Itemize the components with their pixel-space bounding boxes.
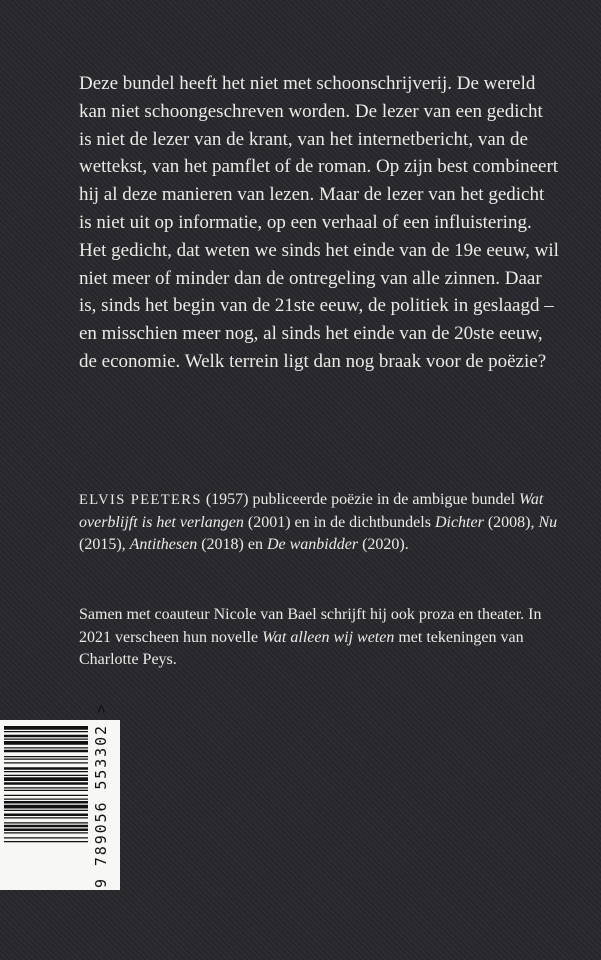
isbn-number <box>92 702 110 888</box>
barcode-bar <box>4 799 88 800</box>
coauthor-text-2: met tekeningen van Charlotte Peys. <box>79 628 524 668</box>
coauthor-text-1: Samen met coauteur Nicole van Bael schrijft hij ook proza en theater. In 2021 verscheen hun novelle <box>79 606 542 646</box>
cover-blurb: Deze bundel heeft het niet met schoonschrijverij. De wereld kan niet schoongeschreven worden. De lezer van een gedicht is niet de lezer van de krant, van het internetbericht, van de wettekst, van het pamflet of de roman. Op zijn best combineert hij al deze manieren van lezen. Maar de lezer van het gedicht is niet uit op informatie, op een verhaal of een influistering. Het gedicht, dat weten we sinds het einde van de 19e eeuw, wil niet meer of minder dan de ontregeling van alle zinnen. Daar is, sinds het begin van de 21ste eeuw, de politiek in geslaagd – en misschien meer nog, al sinds het einde van de 20ste eeuw, de economie. Welk terrein ligt dan nog braak voor de poëzie? <box>79 73 559 372</box>
barcode-bar <box>4 726 88 730</box>
bio-text-2: (2001) en in de dichtbundels <box>243 513 435 531</box>
barcode-bar <box>4 832 88 833</box>
barcode-bar <box>4 817 88 818</box>
barcode-bar <box>4 787 88 788</box>
bio-text-3: (2008), <box>483 513 539 531</box>
barcode-bar <box>4 756 88 757</box>
barcode-bar <box>4 771 88 772</box>
novella-title: Wat alleen wij weten <box>262 628 395 646</box>
book-title-2: Dichter <box>434 513 484 531</box>
barcode-bar <box>4 841 88 842</box>
barcode-bar <box>4 801 88 804</box>
barcode-bar <box>4 741 88 745</box>
bio-text-5: (2018) en <box>197 536 267 553</box>
barcode-bar <box>4 790 88 791</box>
barcode-bar <box>4 747 88 748</box>
barcode-bar <box>4 795 88 796</box>
barcode-bar <box>4 767 88 770</box>
bio-text-4: (2015), <box>79 536 130 553</box>
barcode-bar <box>4 762 88 763</box>
barcode-bar <box>4 739 88 740</box>
isbn-quiet-zone-mark: > <box>92 702 110 714</box>
book-title-1: Wat overblijft is het verlangen <box>79 491 544 531</box>
isbn-digits: 9 789056 553302 <box>92 724 110 888</box>
barcode-bar <box>4 837 88 838</box>
book-title-5: De wanbidder <box>266 536 359 553</box>
bio-text-1: (1957) publiceerde poëzie in de ambigue bundel <box>201 491 520 508</box>
barcode-bar <box>4 735 88 738</box>
author-name: ELVIS PEETERS <box>79 492 202 508</box>
barcode-bar <box>4 750 88 753</box>
barcode-bar <box>4 810 88 811</box>
bio-text-6: (2020). <box>358 536 409 553</box>
barcode-bar <box>4 829 88 832</box>
barcode-bar <box>4 782 88 785</box>
barcode-bar <box>4 805 88 809</box>
author-bio <box>79 489 559 557</box>
barcode-bar <box>4 825 88 828</box>
book-title-3: Nu <box>538 513 558 531</box>
book-title-4: Antithesen <box>129 536 198 553</box>
barcode-bar <box>4 759 88 760</box>
barcode-bar <box>4 775 88 776</box>
coauthor-note <box>79 604 559 672</box>
barcode-bars <box>4 720 88 890</box>
barcode-bar <box>4 777 88 781</box>
barcode-bar <box>4 731 88 732</box>
barcode-bar <box>4 814 88 817</box>
isbn-barcode <box>0 702 120 890</box>
barcode-bar <box>4 822 88 823</box>
